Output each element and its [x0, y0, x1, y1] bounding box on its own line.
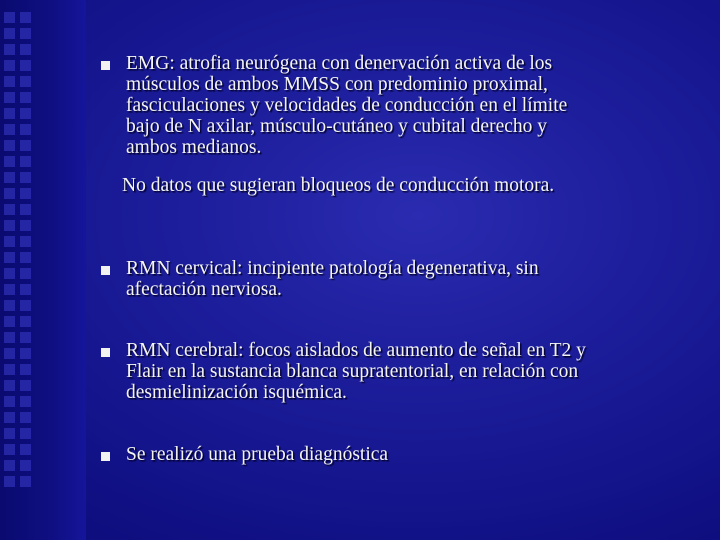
decorative-square-column: [4, 12, 18, 487]
decorative-square: [20, 156, 31, 167]
decorative-square: [20, 12, 31, 23]
decorative-square: [20, 412, 31, 423]
decorative-square: [4, 236, 15, 247]
decorative-square: [4, 92, 15, 103]
decorative-square: [4, 284, 15, 295]
decorative-square: [20, 316, 31, 327]
decorative-square: [4, 28, 15, 39]
decorative-square: [20, 268, 31, 279]
text-line: músculos de ambos MMSS con predominio proximal,: [126, 74, 548, 95]
text-line: bajo de N axilar, músculo-cutáneo y cubital derecho y: [126, 116, 548, 137]
decorative-square: [4, 140, 15, 151]
square-bullet-icon: [101, 452, 110, 461]
decorative-square: [20, 444, 31, 455]
square-bullet-icon: [101, 266, 110, 275]
decorative-square: [4, 108, 15, 119]
text-line: EMG: atrofia neurógena con denervación activa de los: [126, 53, 553, 74]
decorative-square: [4, 204, 15, 215]
decorative-square: [20, 364, 31, 375]
decorative-square: [20, 76, 31, 87]
decorative-square: [4, 412, 15, 423]
decorative-square: [4, 60, 15, 71]
text-line: RMN cerebral: focos aislados de aumento de señal en T2 y: [126, 340, 586, 361]
decorative-square: [4, 124, 15, 135]
decorative-square: [20, 460, 31, 471]
bullet-item-emg: [126, 53, 701, 158]
decorative-left-strip: [0, 0, 86, 540]
square-bullet-icon: [101, 61, 110, 70]
bullet-item-rmn-cervical: [126, 258, 701, 300]
decorative-square: [4, 364, 15, 375]
decorative-square: [20, 172, 31, 183]
decorative-square: [20, 124, 31, 135]
decorative-square: [20, 252, 31, 263]
decorative-square: [4, 252, 15, 263]
decorative-square: [4, 396, 15, 407]
decorative-square: [4, 428, 15, 439]
text-line: ambos medianos.: [126, 137, 262, 158]
decorative-square: [20, 380, 31, 391]
decorative-square: [20, 284, 31, 295]
decorative-square: [4, 476, 15, 487]
decorative-square: [4, 220, 15, 231]
text-line: fasciculaciones y velocidades de conducción en el límite: [126, 95, 568, 116]
decorative-square: [4, 332, 15, 343]
decorative-square: [20, 300, 31, 311]
decorative-square: [20, 220, 31, 231]
decorative-square: [20, 188, 31, 199]
decorative-square: [20, 92, 31, 103]
decorative-square: [20, 236, 31, 247]
decorative-square: [4, 12, 15, 23]
decorative-square: [20, 60, 31, 71]
decorative-square: [4, 316, 15, 327]
decorative-square: [4, 460, 15, 471]
decorative-square: [20, 108, 31, 119]
decorative-square: [20, 204, 31, 215]
decorative-square: [20, 44, 31, 55]
decorative-square: [4, 188, 15, 199]
emg-note: No datos que sugieran bloqueos de conducción motora.: [122, 175, 555, 196]
decorative-square-column: [20, 12, 34, 487]
decorative-square: [20, 140, 31, 151]
decorative-square: [20, 476, 31, 487]
decorative-square: [4, 444, 15, 455]
decorative-square: [4, 300, 15, 311]
decorative-square: [4, 268, 15, 279]
text-line: afectación nerviosa.: [126, 279, 282, 300]
decorative-square: [20, 396, 31, 407]
text-line: RMN cervical: incipiente patología degenerativa, sin: [126, 258, 539, 279]
decorative-square: [20, 348, 31, 359]
decorative-square: [4, 76, 15, 87]
decorative-square: [4, 172, 15, 183]
decorative-square: [20, 28, 31, 39]
text-line: Flair en la sustancia blanca supratentorial, en relación con: [126, 361, 579, 382]
decorative-square: [20, 332, 31, 343]
decorative-square: [4, 44, 15, 55]
decorative-square: [20, 428, 31, 439]
bullet-item-rmn-cerebral: [126, 340, 701, 403]
square-bullet-icon: [101, 348, 110, 357]
text-line: Se realizó una prueba diagnóstica: [126, 444, 389, 465]
decorative-square: [4, 380, 15, 391]
decorative-square: [4, 156, 15, 167]
bullet-item-prueba: [126, 444, 701, 465]
text-line: desmielinización isquémica.: [126, 382, 347, 403]
decorative-square: [4, 348, 15, 359]
